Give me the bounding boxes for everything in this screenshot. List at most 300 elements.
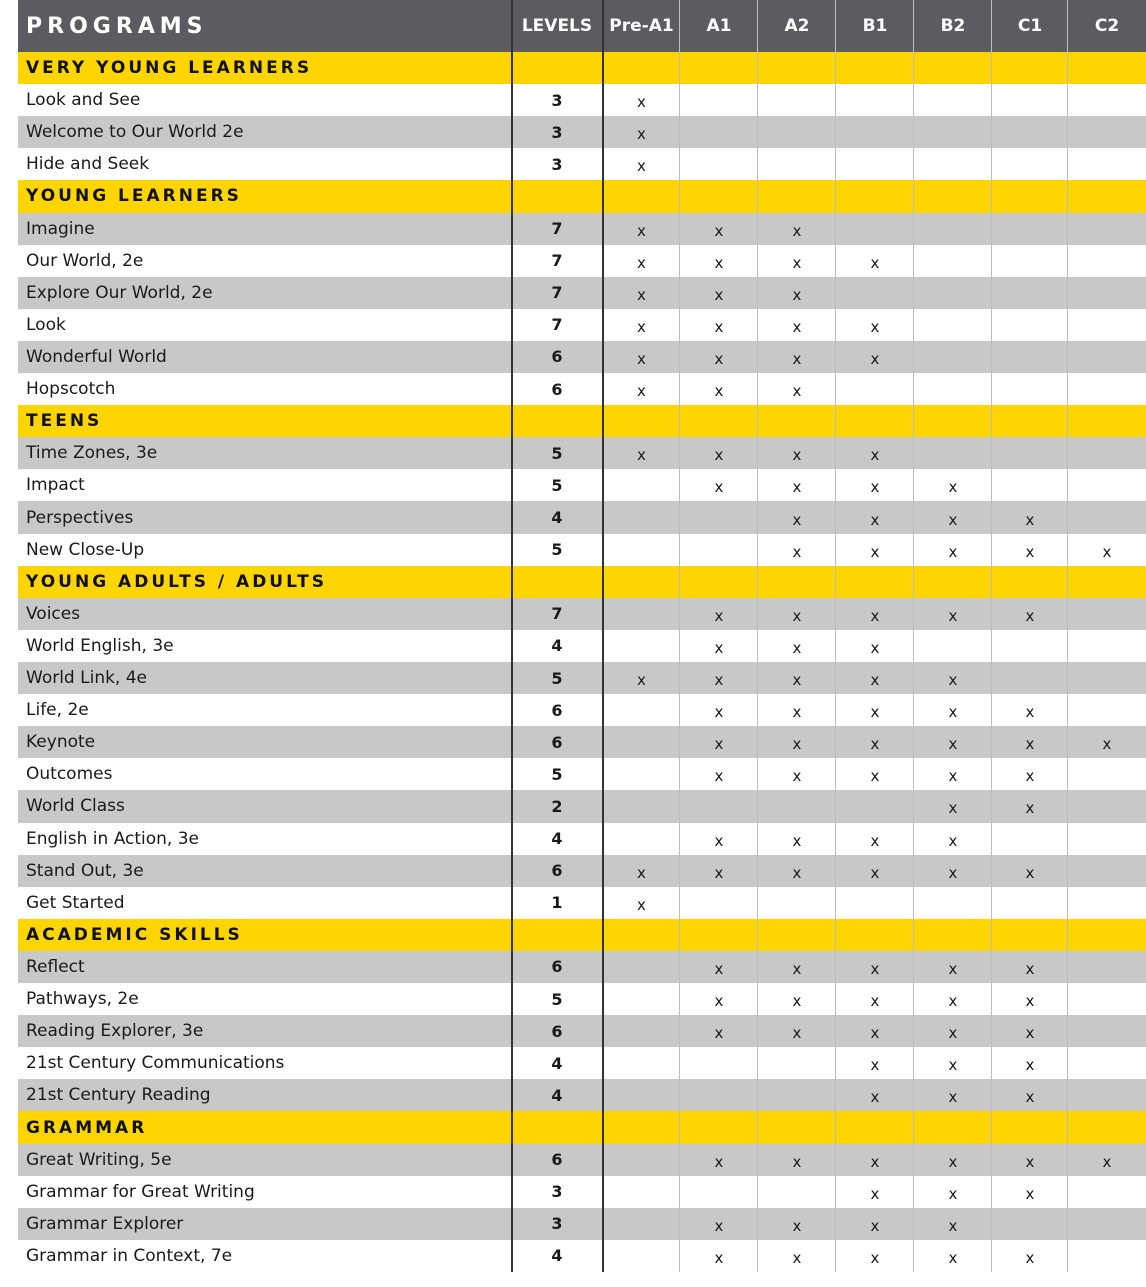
program-name: Great Writing, 5e: [26, 1149, 172, 1170]
level-mark: x: [870, 1152, 880, 1171]
level-mark: x: [792, 1216, 802, 1235]
level-cell: [1068, 309, 1146, 341]
level-mark: x: [1025, 735, 1035, 754]
level-cell: [1068, 116, 1146, 148]
level-mark: x: [948, 992, 958, 1011]
level-cell: [680, 84, 758, 116]
levels-count: 3: [551, 1182, 563, 1202]
level-cell: [603, 1079, 680, 1111]
level-mark: x: [870, 1056, 880, 1075]
column-header-levels: LEVELS: [521, 16, 593, 36]
level-cell: [758, 887, 836, 919]
table-row: [18, 694, 1146, 726]
table-row: [18, 662, 1146, 694]
level-mark: x: [1102, 542, 1112, 561]
level-cell: [992, 84, 1068, 116]
program-name: Explore Our World, 2e: [26, 282, 213, 303]
levels-count: 1: [551, 893, 563, 913]
column-divider: [913, 0, 914, 1272]
level-cell: [1068, 1015, 1146, 1047]
level-mark: x: [870, 253, 880, 272]
level-mark: x: [637, 93, 646, 112]
level-mark: x: [870, 735, 880, 754]
program-name: Reflect: [26, 956, 85, 977]
level-mark: x: [870, 510, 880, 529]
table-row: [18, 823, 1146, 855]
level-cell: [1068, 790, 1146, 822]
level-cell: [992, 437, 1068, 469]
levels-count: 6: [551, 732, 563, 752]
level-mark: x: [714, 638, 724, 657]
levels-count: 4: [551, 508, 563, 528]
level-mark: x: [948, 799, 958, 818]
program-name: World Link, 4e: [26, 668, 148, 689]
level-cell: [836, 790, 914, 822]
table-row: [18, 726, 1146, 758]
table-row: [18, 1015, 1146, 1047]
table-row: [18, 790, 1146, 822]
level-cell: [992, 213, 1068, 245]
level-mark: x: [870, 703, 880, 722]
level-mark: x: [870, 1184, 880, 1203]
level-mark: x: [714, 285, 724, 304]
levels-count: 7: [551, 315, 563, 335]
level-cell: [1068, 887, 1146, 919]
level-cell: [914, 887, 992, 919]
level-mark: x: [948, 478, 958, 497]
level-cell: [992, 469, 1068, 501]
level-mark: x: [792, 703, 802, 722]
level-mark: x: [1025, 1184, 1035, 1203]
level-mark: x: [714, 1216, 724, 1235]
programs-heading: PROGRAMS: [26, 13, 208, 39]
level-cell: [603, 534, 680, 566]
table-row: [18, 983, 1146, 1015]
table-row: [18, 213, 1146, 245]
level-cell: [758, 1047, 836, 1079]
table-row: [18, 758, 1146, 790]
level-cell: [836, 116, 914, 148]
category-row: [18, 919, 1146, 951]
level-cell: [914, 116, 992, 148]
program-name: Hopscotch: [26, 379, 116, 400]
level-mark: x: [714, 317, 724, 336]
program-name: New Close-Up: [26, 539, 145, 560]
level-mark: x: [792, 510, 802, 529]
category-title: ACADEMIC SKILLS: [26, 924, 243, 945]
level-cell: [603, 1176, 680, 1208]
level-cell: [1068, 1176, 1146, 1208]
level-cell: [914, 148, 992, 180]
program-name: 21st Century Communications: [26, 1053, 285, 1074]
level-cell: [603, 726, 680, 758]
level-mark: x: [714, 735, 724, 754]
column-divider: [1067, 0, 1068, 1272]
program-name: Voices: [26, 603, 81, 624]
level-mark: x: [714, 767, 724, 786]
level-mark: x: [1025, 1024, 1035, 1043]
level-mark: x: [870, 671, 880, 690]
level-mark: x: [1025, 1248, 1035, 1267]
program-name: Welcome to Our World 2e: [26, 122, 244, 143]
category-title: YOUNG LEARNERS: [26, 186, 242, 207]
level-mark: x: [637, 221, 646, 240]
level-mark: x: [714, 992, 724, 1011]
level-mark: x: [792, 349, 802, 368]
levels-count: 7: [551, 604, 563, 624]
levels-count: 7: [551, 251, 563, 271]
level-cell: [603, 1015, 680, 1047]
level-mark: x: [714, 1248, 724, 1267]
levels-count: 2: [551, 796, 563, 816]
level-cell: [680, 534, 758, 566]
program-name: Grammar for Great Writing: [26, 1181, 255, 1202]
levels-count: 6: [551, 1150, 563, 1170]
level-cell: [836, 84, 914, 116]
column-divider: [679, 0, 680, 1272]
program-name: Grammar in Context, 7e: [26, 1245, 233, 1266]
level-cell: [680, 1176, 758, 1208]
level-cell: [1068, 437, 1146, 469]
level-cell: [914, 630, 992, 662]
program-name: Wonderful World: [26, 346, 167, 367]
level-cell: [1068, 213, 1146, 245]
level-mark: x: [1025, 510, 1035, 529]
table-row: [18, 951, 1146, 983]
level-mark: x: [870, 542, 880, 561]
levels-count: 3: [551, 154, 563, 174]
level-cell: [836, 887, 914, 919]
level-mark: x: [870, 446, 880, 465]
level-mark: x: [1025, 606, 1035, 625]
level-mark: x: [948, 1248, 958, 1267]
category-row: [18, 180, 1146, 212]
level-mark: x: [1102, 1152, 1112, 1171]
level-mark: x: [948, 671, 958, 690]
column-divider: [602, 0, 604, 1272]
level-cell: [680, 1079, 758, 1111]
level-cell: [680, 1047, 758, 1079]
levels-count: 5: [551, 443, 563, 463]
level-cell: [914, 309, 992, 341]
column-header-b2: B2: [940, 16, 966, 36]
programs-levels-table: [18, 0, 1146, 1287]
level-mark: x: [637, 253, 646, 272]
level-mark: x: [870, 1248, 880, 1267]
level-cell: [992, 277, 1068, 309]
level-mark: x: [870, 992, 880, 1011]
level-cell: [758, 148, 836, 180]
table-row: [18, 341, 1146, 373]
level-mark: x: [870, 1024, 880, 1043]
category-title: GRAMMAR: [26, 1117, 148, 1138]
level-mark: x: [1025, 1088, 1035, 1107]
level-mark: x: [948, 1024, 958, 1043]
level-mark: x: [714, 478, 724, 497]
levels-count: 5: [551, 989, 563, 1009]
level-cell: [603, 1144, 680, 1176]
level-cell: [914, 213, 992, 245]
table-row: [18, 245, 1146, 277]
program-name: Perspectives: [26, 507, 134, 528]
level-cell: [1068, 951, 1146, 983]
levels-count: 7: [551, 219, 563, 239]
level-mark: x: [792, 285, 802, 304]
table-row: [18, 598, 1146, 630]
level-cell: [1068, 245, 1146, 277]
levels-count: 4: [551, 1085, 563, 1105]
level-cell: [603, 1208, 680, 1240]
level-cell: [1068, 1079, 1146, 1111]
level-cell: [992, 887, 1068, 919]
table-row: [18, 1208, 1146, 1240]
level-mark: x: [637, 125, 646, 144]
table-row: [18, 1240, 1146, 1272]
level-cell: [992, 116, 1068, 148]
level-mark: x: [792, 542, 802, 561]
level-cell: [836, 148, 914, 180]
table-row: [18, 1047, 1146, 1079]
level-cell: [836, 277, 914, 309]
level-mark: x: [714, 349, 724, 368]
level-mark: x: [870, 317, 880, 336]
level-cell: [603, 790, 680, 822]
level-mark: x: [948, 959, 958, 978]
level-mark: x: [792, 317, 802, 336]
levels-count: 3: [551, 1214, 563, 1234]
table-row: [18, 309, 1146, 341]
level-cell: [1068, 983, 1146, 1015]
level-cell: [1068, 694, 1146, 726]
levels-count: 5: [551, 764, 563, 784]
levels-count: 6: [551, 861, 563, 881]
level-mark: x: [870, 959, 880, 978]
program-name: Keynote: [26, 732, 96, 753]
level-mark: x: [792, 1152, 802, 1171]
level-cell: [992, 373, 1068, 405]
level-mark: x: [948, 606, 958, 625]
level-mark: x: [948, 767, 958, 786]
program-name: Reading Explorer, 3e: [26, 1021, 204, 1042]
level-mark: x: [948, 510, 958, 529]
level-mark: x: [792, 671, 802, 690]
level-mark: x: [714, 1152, 724, 1171]
program-name: Outcomes: [26, 764, 113, 785]
level-mark: x: [714, 703, 724, 722]
level-mark: x: [714, 1024, 724, 1043]
level-mark: x: [637, 285, 646, 304]
levels-count: 6: [551, 700, 563, 720]
category-row: [18, 1111, 1146, 1143]
level-cell: [1068, 598, 1146, 630]
level-mark: x: [1025, 863, 1035, 882]
table-row: [18, 437, 1146, 469]
level-cell: [1068, 1240, 1146, 1272]
table-header: [18, 0, 1146, 52]
level-mark: x: [792, 735, 802, 754]
level-cell: [914, 373, 992, 405]
level-cell: [758, 84, 836, 116]
table-row: [18, 501, 1146, 533]
level-cell: [1068, 84, 1146, 116]
level-cell: [603, 823, 680, 855]
level-mark: x: [637, 446, 646, 465]
program-name: Hide and Seek: [26, 154, 150, 175]
level-mark: x: [792, 959, 802, 978]
program-name: Stand Out, 3e: [26, 860, 144, 881]
program-name: Life, 2e: [26, 700, 89, 721]
column-header-b1: B1: [862, 16, 888, 36]
column-divider: [991, 0, 992, 1272]
level-cell: [992, 630, 1068, 662]
level-mark: x: [714, 671, 724, 690]
level-mark: x: [948, 1056, 958, 1075]
level-cell: [758, 790, 836, 822]
level-cell: [603, 694, 680, 726]
level-cell: [1068, 277, 1146, 309]
levels-count: 4: [551, 636, 563, 656]
program-name: Look: [26, 314, 66, 335]
level-mark: x: [870, 638, 880, 657]
level-mark: x: [792, 1024, 802, 1043]
program-name: 21st Century Reading: [26, 1085, 211, 1106]
level-mark: x: [870, 1216, 880, 1235]
levels-count: 4: [551, 1053, 563, 1073]
program-name: World Class: [26, 796, 125, 817]
level-mark: x: [714, 382, 724, 401]
level-mark: x: [792, 253, 802, 272]
levels-count: 4: [551, 1246, 563, 1266]
level-mark: x: [792, 478, 802, 497]
level-mark: x: [637, 895, 646, 914]
level-mark: x: [714, 253, 724, 272]
level-mark: x: [792, 446, 802, 465]
level-cell: [603, 630, 680, 662]
level-cell: [603, 469, 680, 501]
column-divider: [835, 0, 836, 1272]
level-mark: x: [1025, 542, 1035, 561]
level-cell: [1068, 501, 1146, 533]
level-mark: x: [870, 606, 880, 625]
level-mark: x: [714, 863, 724, 882]
level-cell: [680, 790, 758, 822]
level-cell: [992, 1208, 1068, 1240]
table-row: [18, 373, 1146, 405]
table-row: [18, 630, 1146, 662]
table-row: [18, 1176, 1146, 1208]
column-header-pre-a1: Pre-A1: [609, 16, 674, 36]
level-cell: [1068, 1208, 1146, 1240]
level-cell: [1068, 855, 1146, 887]
level-cell: [992, 309, 1068, 341]
program-name: Look and See: [26, 90, 141, 111]
level-mark: x: [948, 1184, 958, 1203]
level-cell: [992, 341, 1068, 373]
program-name: Grammar Explorer: [26, 1213, 184, 1234]
level-mark: x: [637, 863, 646, 882]
column-divider: [757, 0, 758, 1272]
level-cell: [680, 148, 758, 180]
level-mark: x: [714, 221, 724, 240]
level-mark: x: [1025, 1152, 1035, 1171]
level-cell: [603, 758, 680, 790]
level-mark: x: [870, 863, 880, 882]
level-mark: x: [948, 703, 958, 722]
level-mark: x: [948, 863, 958, 882]
level-cell: [758, 116, 836, 148]
level-mark: x: [1025, 799, 1035, 818]
program-name: Imagine: [26, 218, 95, 239]
column-header-a2: A2: [784, 16, 810, 36]
level-cell: [1068, 662, 1146, 694]
level-cell: [992, 245, 1068, 277]
level-cell: [680, 501, 758, 533]
level-cell: [992, 148, 1068, 180]
levels-count: 5: [551, 540, 563, 560]
levels-count: 6: [551, 957, 563, 977]
levels-count: 3: [551, 90, 563, 110]
level-cell: [758, 1176, 836, 1208]
table-row: [18, 1144, 1146, 1176]
levels-count: 6: [551, 379, 563, 399]
table-row: [18, 277, 1146, 309]
level-mark: x: [870, 1088, 880, 1107]
level-cell: [603, 501, 680, 533]
level-mark: x: [1025, 767, 1035, 786]
level-cell: [603, 598, 680, 630]
level-mark: x: [637, 157, 646, 176]
level-cell: [758, 1079, 836, 1111]
level-cell: [836, 213, 914, 245]
category-row: [18, 566, 1146, 598]
levels-count: 6: [551, 1021, 563, 1041]
level-mark: x: [792, 863, 802, 882]
level-cell: [1068, 148, 1146, 180]
category-title: VERY YOUNG LEARNERS: [26, 58, 313, 79]
level-mark: x: [714, 959, 724, 978]
program-name: Pathways, 2e: [26, 989, 139, 1010]
table-row: [18, 116, 1146, 148]
level-cell: [680, 116, 758, 148]
level-cell: [1068, 341, 1146, 373]
level-mark: x: [1025, 959, 1035, 978]
category-title: TEENS: [26, 411, 103, 432]
level-mark: x: [792, 767, 802, 786]
level-mark: x: [1025, 703, 1035, 722]
level-cell: [603, 1047, 680, 1079]
level-mark: x: [792, 831, 802, 850]
level-cell: [992, 823, 1068, 855]
column-divider: [511, 0, 513, 1272]
table-row: [18, 534, 1146, 566]
levels-count: 4: [551, 829, 563, 849]
level-mark: x: [637, 349, 646, 368]
level-cell: [914, 84, 992, 116]
table-row: [18, 887, 1146, 919]
levels-count: 6: [551, 347, 563, 367]
level-mark: x: [792, 221, 802, 240]
level-mark: x: [870, 831, 880, 850]
level-cell: [603, 1240, 680, 1272]
level-mark: x: [792, 992, 802, 1011]
level-mark: x: [948, 831, 958, 850]
table-row: [18, 1079, 1146, 1111]
level-cell: [836, 373, 914, 405]
levels-count: 7: [551, 283, 563, 303]
level-mark: x: [948, 1216, 958, 1235]
category-title: YOUNG ADULTS / ADULTS: [26, 571, 327, 592]
level-cell: [914, 277, 992, 309]
